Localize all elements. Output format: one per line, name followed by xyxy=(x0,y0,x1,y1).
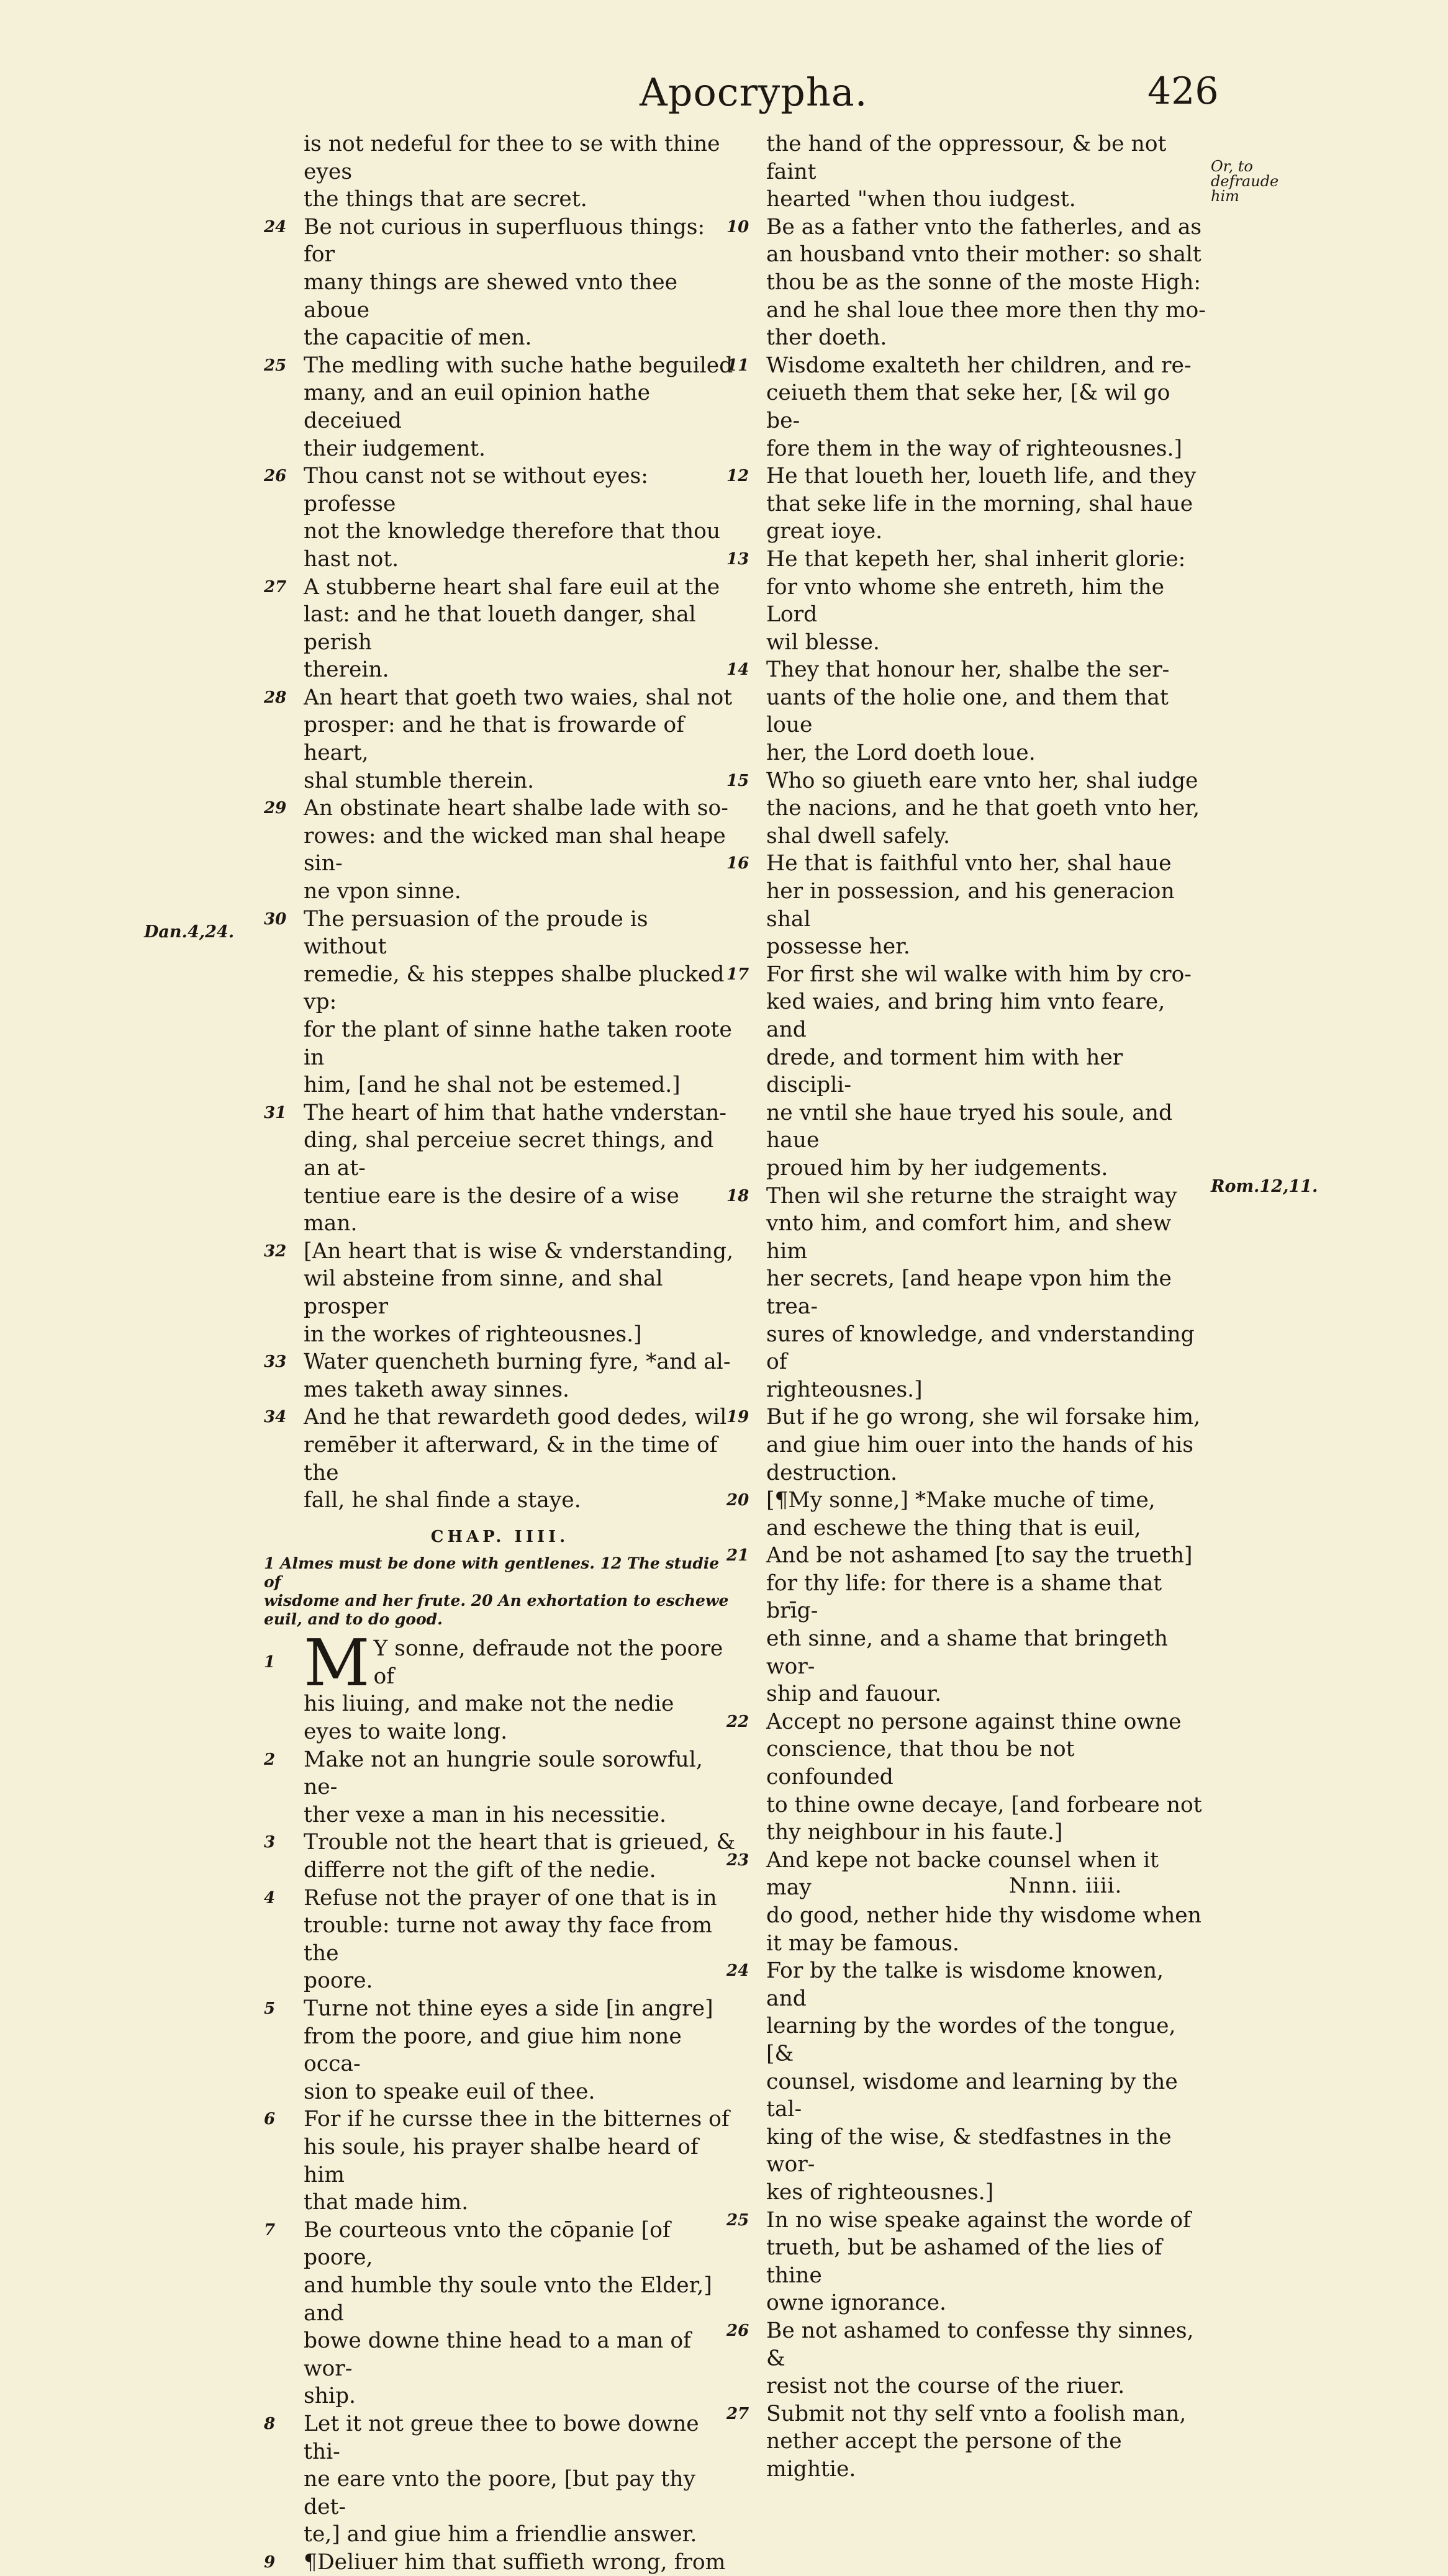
verse-text: is not nedeful for thee to se with thine eyes the things that are secret. xyxy=(304,132,720,212)
verse-number: 32 xyxy=(264,1241,287,1261)
margin-note-right-1: Or, to defraude him xyxy=(1211,158,1279,205)
verse xyxy=(264,1348,736,1403)
verse-text: He that loueth her, loueth life, and they that seke life in the morning, shal haue great ioye. xyxy=(766,464,1197,544)
verse-number: 7 xyxy=(264,2220,276,2240)
verse-number: 8 xyxy=(264,2414,276,2433)
chapter-heading: CHAP. IIII. xyxy=(430,1527,569,1546)
margin-note-left: Dan.4,24. xyxy=(144,922,235,942)
left-post-verses xyxy=(264,1746,736,2576)
verse-text: Thou canst not se without eyes: professe not the knowledge therefore that thou hast not. xyxy=(304,464,721,572)
verse-text: The medling with suche hathe beguiled many, and an euil opinion hathe deceiued their iudgement. xyxy=(304,353,733,461)
verse-number: 3 xyxy=(264,1833,276,1852)
verse-number: 24 xyxy=(726,1961,749,1981)
verse-number: 27 xyxy=(726,2404,749,2423)
verse-number: 11 xyxy=(726,356,749,375)
verse xyxy=(726,2317,1208,2400)
verse-text: And he that rewardeth good dedes, wil remēber it afterward, & in the time of the fall, he shal finde a staye. xyxy=(304,1405,727,1513)
verse-text: Refuse not the prayer of one that is in trouble: turne not away thy face from the poore. xyxy=(304,1885,717,1994)
verse xyxy=(726,462,1208,546)
verse xyxy=(726,1847,1208,1957)
verse xyxy=(264,1099,736,1238)
verse xyxy=(264,2217,736,2410)
verse-text: They that honour her, shalbe the ser- uants of the holie one, and them that loue her, the Lord doeth loue. xyxy=(766,657,1170,766)
right-column xyxy=(726,130,1208,2483)
verse xyxy=(726,1487,1208,1542)
verse-number: 23 xyxy=(726,1850,749,1870)
verse xyxy=(726,1957,1208,2206)
verse-number: 6 xyxy=(264,2110,276,2129)
verse-number: 26 xyxy=(726,2321,749,2340)
verse-text: For by the talke is wisdome knowen, and learning by the wordes of the tongue, [& counsel, wisdome and learning by the tal- king of the wise, & stedfastnes in the wor- kes of righteousnes.] xyxy=(766,1958,1178,2205)
verse-text: But if he go wrong, she wil forsake him, and giue him ouer into the hands of his destruction. xyxy=(766,1405,1201,1485)
verse-number: 19 xyxy=(726,1408,749,1427)
verse-text: And be not ashamed [to say the trueth] for thy life: for there is a shame that brīg- eth sinne, and a shame that bringeth wor- ship and fauour. xyxy=(766,1543,1193,1707)
verse xyxy=(726,1182,1208,1404)
verse-number: 26 xyxy=(264,467,287,486)
verse-number: 18 xyxy=(726,1186,749,1205)
verse xyxy=(726,2207,1208,2317)
verse xyxy=(726,352,1208,462)
verse xyxy=(726,850,1208,960)
verse xyxy=(726,656,1208,767)
verse-number: 4 xyxy=(264,1888,276,1907)
right-verses xyxy=(726,130,1208,2483)
left-column xyxy=(264,130,736,2576)
verse-text: The persuasion of the proude is without remedie, & his steppes shalbe plucked vp: for the plant of sinne hathe taken roote in him, [and he shal not be estemed.] xyxy=(304,906,732,1098)
verse xyxy=(264,574,736,684)
verse-text: [¶My sonne,] *Make muche of time, and eschewe the thing that is euil, xyxy=(766,1488,1156,1541)
verse-number: 1 xyxy=(264,1653,276,1672)
verse-text: Who so giueth eare vnto her, shal iudge the nacions, and he that goeth vnto her, shal dwell safely. xyxy=(766,768,1200,849)
verse-number: 14 xyxy=(726,660,749,680)
verse xyxy=(726,767,1208,850)
verse-text: For first she wil walke with him by cro- ked waies, and bring him vnto feare, and drede, and torment him with her discipli- ne vntil she haue tryed his soule, and haue proued him by her iudgements. xyxy=(766,961,1192,1181)
verse xyxy=(264,795,736,905)
verse-text: Be not ashamed to confesse thy sinnes, & resist not the course of the riuer. xyxy=(766,2318,1194,2399)
verse-text: Then wil she returne the straight way vnto him, and comfort him, and shew him her secrets, [and heape vpon him the trea- sures of knowledge, and vnderstanding of righteousnes.] xyxy=(766,1183,1195,1402)
verse-number: 20 xyxy=(726,1491,749,1510)
verse xyxy=(726,961,1208,1182)
verse xyxy=(264,906,736,1099)
verse xyxy=(264,1829,736,1884)
verse-number: 16 xyxy=(726,854,749,873)
verse-text: Be courteous vnto the cōpanie [of poore, and humble thy soule vnto the Elder,] and bowe downe thine head to a man of wor- ship. xyxy=(304,2217,712,2409)
verse xyxy=(264,1995,736,2105)
left-pre-verses xyxy=(264,130,736,1515)
verse-number: 10 xyxy=(726,217,749,236)
verse-dropcap xyxy=(264,1625,736,1745)
verse-text: the hand of the oppressour, & be not faint hearted "when thou iudgest. xyxy=(766,132,1167,212)
verse-number: 28 xyxy=(264,688,287,707)
verse xyxy=(726,130,1208,214)
verse-number: 27 xyxy=(264,577,287,597)
verse-number: 34 xyxy=(264,1408,287,1427)
verse-text: Be not curious in superfluous things: for many things are shewed vnto thee aboue the capacitie of men. xyxy=(304,214,705,351)
margin-note-right-2: Rom.12,11. xyxy=(1211,1177,1318,1196)
verse-number: 22 xyxy=(726,1712,749,1731)
verse-text: Y sonne, defraude not the poore of his liuing, and make not the nedie eyes to waite long. xyxy=(304,1636,723,1745)
verse xyxy=(264,2549,736,2576)
verse-number: 15 xyxy=(726,771,749,790)
verse-number: 17 xyxy=(726,965,749,984)
verse-number: 5 xyxy=(264,1999,276,2018)
verse-number: 21 xyxy=(726,1546,749,1565)
verse xyxy=(726,214,1208,352)
verse-text: Make not an hungrie soule sorowful, ne- ther vexe a man in his necessitie. xyxy=(304,1747,703,1827)
chapter-summary: 1 Almes must be done with gentlenes. 12 The studie of wisdome and her frute. 20 An exhortation to eschewe euil, and to do good. xyxy=(264,1554,729,1629)
verse-text: And kepe not backe counsel when it may do good, nether hide thy wisdome when it may be famous. xyxy=(766,1847,1201,1956)
verse xyxy=(264,1238,736,1348)
verse-number: 33 xyxy=(264,1353,287,1372)
verse xyxy=(264,352,736,462)
verse xyxy=(264,1885,736,1995)
verse xyxy=(264,214,736,352)
verse-text: Let it not greue thee to bowe downe thi- ne eare vnto the poore, [but pay thy det- te,] and giue him a friendlie answer. xyxy=(304,2411,699,2547)
verse-text: He that kepeth her, shal inherit glorie: for vnto whome she entreth, him the Lord wil blesse. xyxy=(766,546,1186,655)
page-number: 426 xyxy=(1147,70,1219,113)
verse-text: Trouble not the heart that is grieued, & differre not the gift of the nedie. xyxy=(304,1830,736,1883)
verse xyxy=(726,1708,1208,1847)
verse-text: A stubberne heart shal fare euil at the last: and he that loueth danger, shal perish therein. xyxy=(304,574,720,683)
verse-number: 31 xyxy=(264,1103,287,1122)
verse-number: 29 xyxy=(264,799,287,818)
verse-number: 24 xyxy=(264,217,287,236)
signature-mark: Nnnn. iiii. xyxy=(1009,1873,1123,1898)
verse xyxy=(264,1403,736,1514)
verse-text: Submit not thy self vnto a foolish man, nether accept the persone of the mightie. xyxy=(766,2401,1187,2482)
verse-text: Accept no persone against thine owne conscience, that thou be not confounded to thine owne decaye, [and forbeare not thy neighbour in his faute.] xyxy=(766,1709,1202,1845)
verse-number: 2 xyxy=(264,1750,276,1769)
verse xyxy=(726,1403,1208,1487)
verse xyxy=(264,1746,736,1829)
verse xyxy=(264,684,736,795)
verse-text: He that is faithful vnto her, shal haue her in possession, and his generacion shal possesse her. xyxy=(766,851,1175,960)
verse-number: 25 xyxy=(264,356,287,375)
verse xyxy=(264,2105,736,2216)
verse-text: Turne not thine eyes a side [in angre] from the poore, and giue him none occa- sion to speake euil of thee. xyxy=(304,1996,713,2104)
verse-text: An heart that goeth two waies, shal not prosper: and he that is frowarde of heart, shal stumble therein. xyxy=(304,685,733,793)
verse xyxy=(726,546,1208,656)
verse-number: 25 xyxy=(726,2210,749,2230)
dropcap-letter: M xyxy=(304,1625,370,1701)
verse-number: 9 xyxy=(264,2552,276,2572)
verse xyxy=(264,462,736,573)
verse xyxy=(264,130,736,214)
page-title: Apocrypha. xyxy=(640,70,868,115)
verse-text: ¶Deliuer him that suffieth wrong, from xyxy=(304,2549,726,2575)
verse-text: Be as a father vnto the fatherles, and as an housband vnto their mother: so shalt thou be as the sonne of the moste High: and he shal loue thee more then thy mo- ther doeth. xyxy=(766,214,1206,351)
verse-text: The heart of him that hathe vnderstan- ding, shal perceiue secret things, and an at- tentiue eare is the desire of a wise man. xyxy=(304,1100,727,1236)
verse-text: [An heart that is wise & vnderstanding, wil absteine from sinne, and shal prosper in the workes of righteousnes.] xyxy=(304,1238,734,1347)
verse-text: An obstinate heart shalbe lade with so- rowes: and the wicked man shal heape sin- ne vpon sinne. xyxy=(304,796,728,904)
verse-number: 30 xyxy=(264,909,287,929)
verse xyxy=(726,1542,1208,1708)
verse-text: Water quencheth burning fyre, *and al- mes taketh away sinnes. xyxy=(304,1349,731,1402)
verse-text: Wisdome exalteth her children, and re- ceiueth them that seke her, [& wil go be- fore them in the way of righteousnes.] xyxy=(766,353,1192,461)
verse xyxy=(264,2410,736,2549)
verse-number: 13 xyxy=(726,549,749,569)
verse-text: In no wise speake against the worde of trueth, but be ashamed of the lies of thine owne ignorance. xyxy=(766,2207,1191,2316)
verse-text: For if he cursse thee in the bitternes of his soule, his prayer shalbe heard of him that made him. xyxy=(304,2107,730,2215)
verse-number: 12 xyxy=(726,467,749,486)
verse xyxy=(726,2400,1208,2484)
